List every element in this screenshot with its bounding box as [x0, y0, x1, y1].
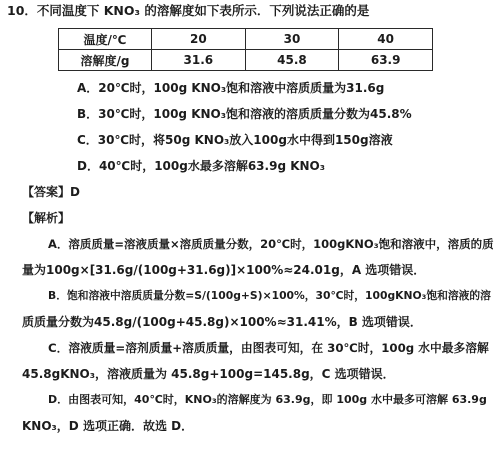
table-cell: 45.8 — [245, 50, 339, 71]
option-a: A．20℃时，100g KNO₃饱和溶液中溶质质量为31.6g — [77, 81, 385, 95]
analysis-a-line1: A．溶质质量=溶液质量×溶质质量分数，20℃时，100gKNO₃饱和溶液中，溶质的质 — [48, 237, 494, 251]
option-d: D．40℃时，100g水最多溶解63.9g KNO₃ — [77, 159, 326, 173]
table-cell: 温度/℃ — [59, 29, 152, 50]
solubility-table — [58, 28, 433, 71]
table-cell: 40 — [339, 29, 433, 50]
table-cell: 31.6 — [152, 50, 246, 71]
table-cell: 30 — [245, 29, 339, 50]
table-cell: 63.9 — [339, 50, 433, 71]
option-c: C．30℃时，将50g KNO₃放入100g水中得到150g溶液 — [77, 133, 393, 147]
question-title: 10．不同温度下 KNO₃ 的溶解度如下表所示．下列说法正确的是 — [7, 3, 370, 18]
table-row — [59, 29, 433, 50]
analysis-b-line1: B．饱和溶液中溶质质量分数=S/(100g+S)×100%，30℃时，100gKNO₃饱和溶液的溶 — [48, 289, 491, 302]
option-b: B．30℃时，100g KNO₃饱和溶液的溶质质量分数为45.8% — [77, 107, 412, 121]
analysis-b-line2: 质质量分数为45.8g/(100g+45.8g)×100%≈31.41%，B 选项错误． — [22, 315, 422, 329]
analysis-d-line1: D．由图表可知，40℃时，KNO₃的溶解度为 63.9g，即 100g 水中最多可溶解 63.9g — [48, 393, 487, 406]
table-cell: 溶解度/g — [59, 50, 152, 71]
table-row — [59, 50, 433, 71]
analysis-c-line1: C．溶液质量=溶剂质量+溶质质量，由图表可知，在 30℃时，100g 水中最多溶解 — [48, 341, 489, 355]
analysis-a-line2: 量为100g×[31.6g/(100g+31.6g)]×100%≈24.01g，A 选项错误． — [22, 263, 426, 277]
analysis-d-line2: KNO₃，D 选项正确．故选 D． — [22, 419, 194, 433]
analysis-c-line2: 45.8gKNO₃，溶液质量为 45.8g+100g=145.8g，C 选项错误． — [22, 367, 395, 381]
answer-label: 【答案】D — [22, 185, 80, 199]
analysis-label: 【解析】 — [22, 211, 71, 225]
table-cell: 20 — [152, 29, 246, 50]
